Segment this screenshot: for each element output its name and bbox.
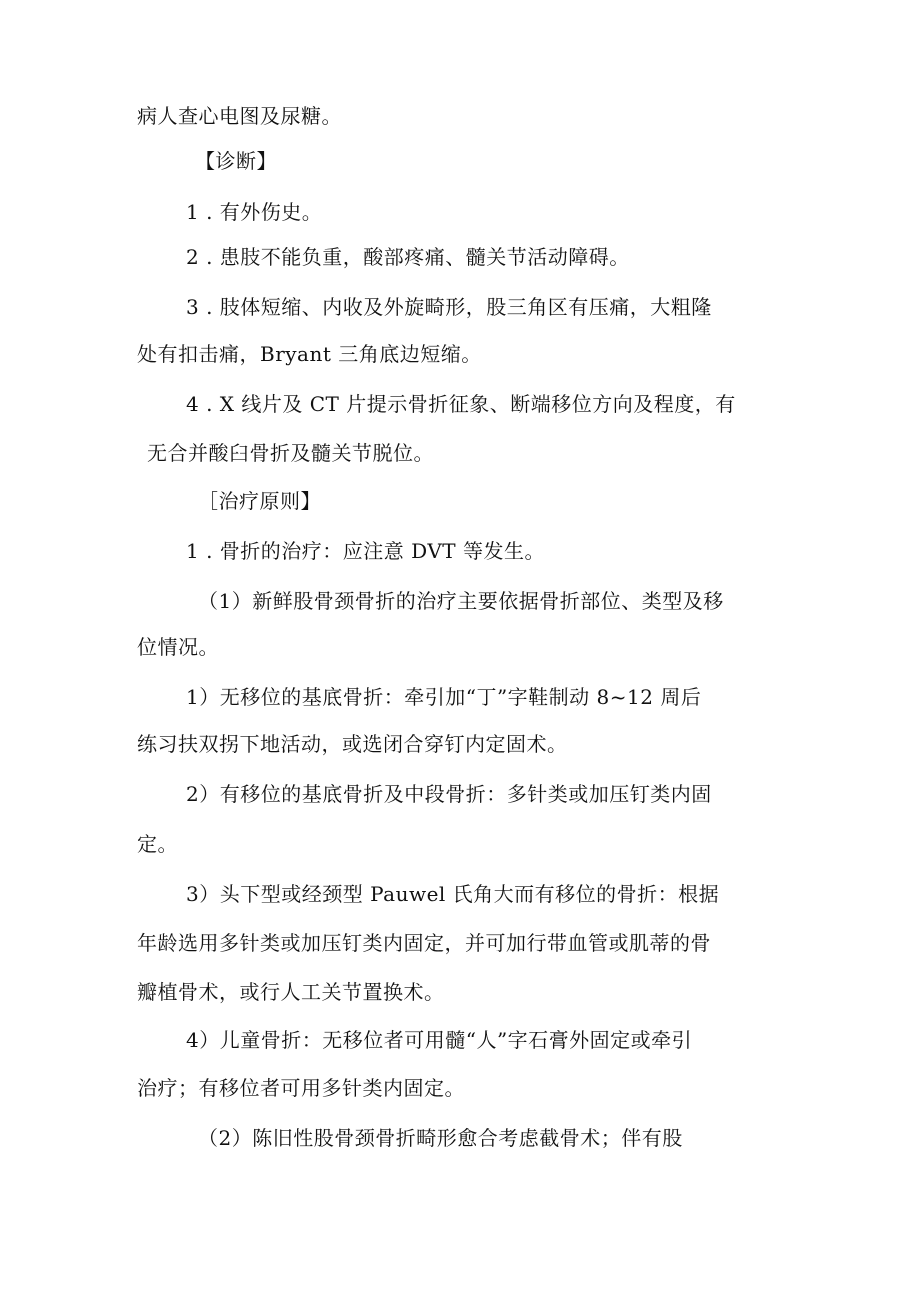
text-line: （2）陈旧性股骨颈骨折畸形愈合考虑截骨术；伴有股 xyxy=(198,1126,683,1150)
text-line: 4）儿童骨折：无移位者可用髓“人”字石膏外固定或牵引 xyxy=(186,1028,693,1052)
text-line: 无合并酸臼骨折及髓关节脱位。 xyxy=(147,441,434,465)
text-line: 2）有移位的基底骨折及中段骨折：多针类或加压钉类内固 xyxy=(186,782,712,806)
text-line: 处有扣击痛，Bryant 三角底边短缩。 xyxy=(137,342,482,366)
text-line: 3）头下型或经颈型 Pauwel 氏角大而有移位的骨折：根据 xyxy=(186,882,720,906)
text-line: 1 . 有外伤史。 xyxy=(186,200,323,224)
text-line: 治疗；有移位者可用多针类内固定。 xyxy=(137,1076,465,1100)
section-heading-diagnosis: 【诊断】 xyxy=(195,149,277,173)
text-line: 4 . X 线片及 CT 片提示骨折征象、断端移位方向及程度，有 xyxy=(186,392,736,416)
text-line: 定。 xyxy=(137,832,178,856)
text-line: 1 . 骨折的治疗：应注意 DVT 等发生。 xyxy=(186,539,545,563)
section-heading-treatment: ［治疗原则】 xyxy=(198,489,321,513)
text-line: 病人查心电图及尿糖。 xyxy=(137,104,342,128)
text-line: 练习扶双拐下地活动，或选闭合穿钉内定固术。 xyxy=(137,732,568,756)
text-line: 位情况。 xyxy=(137,635,219,659)
text-line: 2 . 患肢不能负重，酸部疼痛、髓关节活动障碍。 xyxy=(186,245,630,269)
text-line: （1）新鲜股骨颈骨折的治疗主要依据骨折部位、类型及移 xyxy=(198,589,724,613)
text-line: 3 . 肢体短缩、内收及外旋畸形，股三角区有压痛，大粗隆 xyxy=(186,295,712,319)
text-line: 瓣植骨术，或行人工关节置换术。 xyxy=(137,980,445,1004)
text-line: 1）无移位的基底骨折：牵引加“丁”字鞋制动 8~12 周后 xyxy=(186,685,702,709)
text-line: 年龄选用多针类或加压钉类内固定，并可加行带血管或肌蒂的骨 xyxy=(137,931,711,955)
